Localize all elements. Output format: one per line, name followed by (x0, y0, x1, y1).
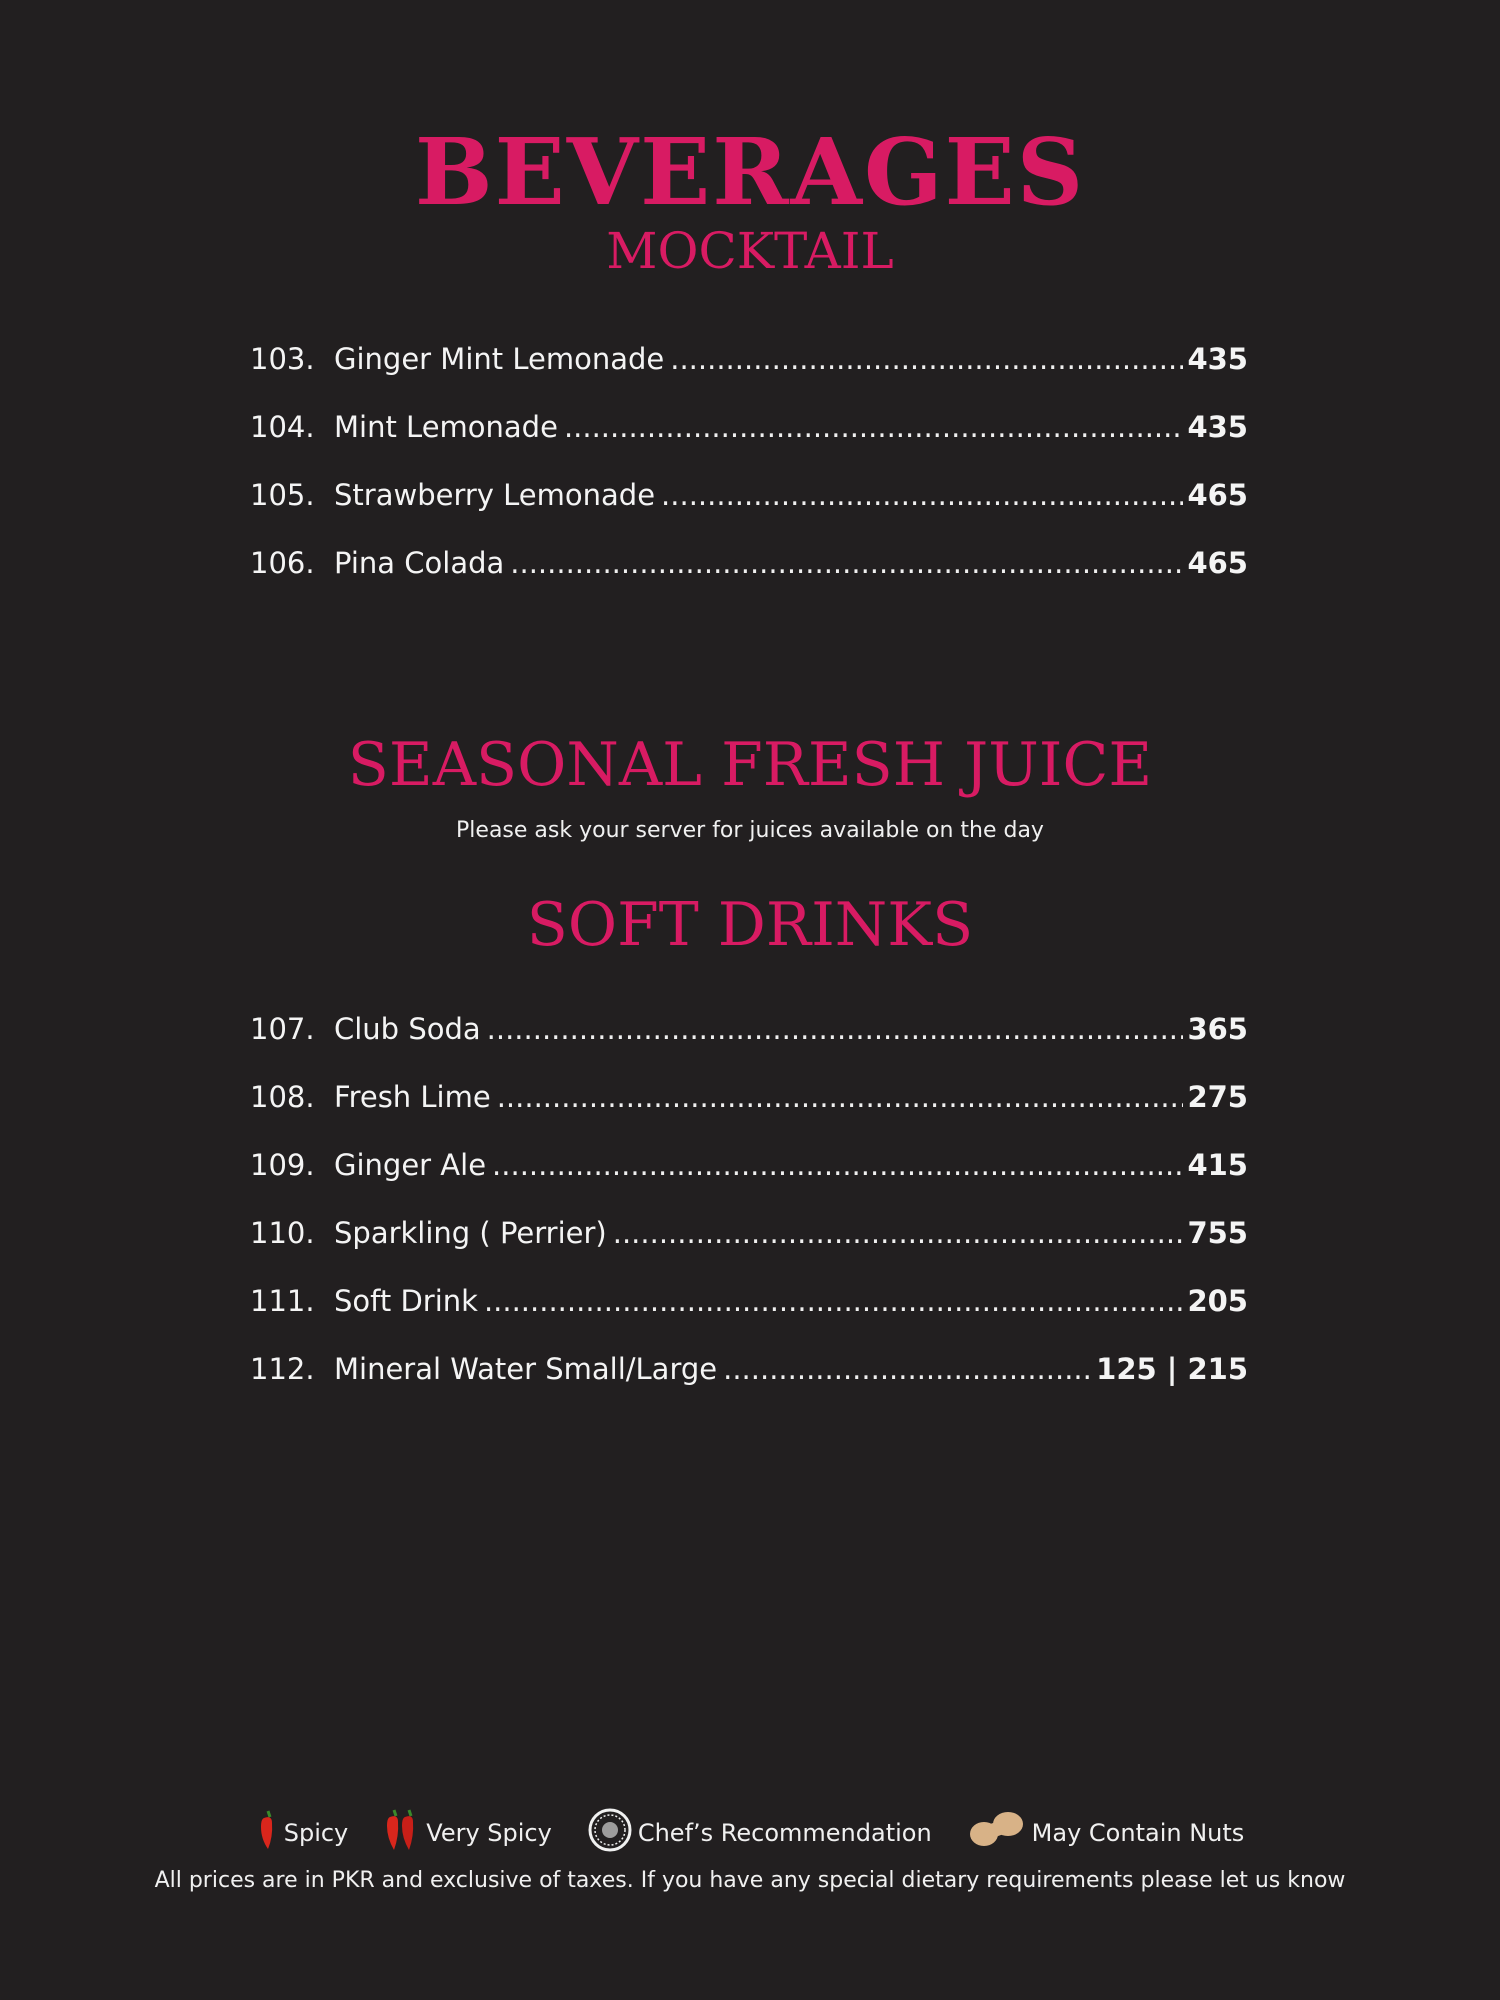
legend-spicy (256, 1809, 349, 1857)
chili-icon (256, 1809, 284, 1857)
soft-drinks-list (250, 1012, 1248, 1420)
mocktail-list (250, 342, 1248, 614)
legend (0, 1808, 1500, 1858)
item-name: Ginger Mint Lemonade (334, 342, 665, 376)
chef-badge-icon (588, 1808, 638, 1858)
menu-item (250, 342, 1248, 410)
item-name: Pina Colada (334, 546, 505, 580)
peanut-icon (968, 1808, 1032, 1858)
item-name: Club Soda (334, 1012, 481, 1046)
item-name: Fresh Lime (334, 1080, 491, 1114)
juice-note: Please ask your server for juices available on the day (456, 818, 1044, 843)
menu-item (250, 546, 1248, 614)
item-price: 435 (1187, 342, 1248, 376)
dot-leader (492, 1148, 1183, 1182)
item-name: Ginger Ale (334, 1148, 487, 1182)
item-number: 112. (250, 1352, 315, 1386)
menu-item (250, 1080, 1248, 1148)
item-price: 275 (1187, 1080, 1248, 1114)
item-price: 205 (1187, 1284, 1248, 1318)
item-number: 110. (250, 1216, 315, 1250)
legend-chef (588, 1808, 932, 1858)
dot-leader (497, 1080, 1184, 1114)
legend-very-spicy-label: Very Spicy (426, 1819, 552, 1847)
section-heading-juice: SEASONAL FRESH JUICE (347, 730, 1153, 800)
legend-very-spicy (384, 1808, 552, 1858)
menu-item (250, 1012, 1248, 1080)
legend-chef-label: Chef’s Recommendation (637, 1819, 932, 1847)
item-number: 103. (250, 342, 315, 376)
item-price: 435 (1187, 410, 1248, 444)
item-number: 109. (250, 1148, 315, 1182)
legend-spicy-label: Spicy (283, 1819, 349, 1847)
page-title: BEVERAGES (414, 118, 1086, 226)
item-name: Mineral Water Small/Large (334, 1352, 718, 1386)
dot-leader (661, 478, 1183, 512)
menu-item (250, 478, 1248, 546)
item-price: 365 (1187, 1012, 1248, 1046)
item-price: 125 | 215 (1096, 1352, 1248, 1386)
menu-item (250, 1352, 1248, 1420)
legend-nuts (968, 1808, 1245, 1858)
menu-item (250, 1216, 1248, 1284)
item-name: Sparkling ( Perrier) (334, 1216, 607, 1250)
dot-leader (613, 1216, 1184, 1250)
item-price: 465 (1187, 546, 1248, 580)
dot-leader (487, 1012, 1184, 1046)
item-number: 104. (250, 410, 315, 444)
section-heading-soft-drinks: SOFT DRINKS (526, 890, 974, 960)
footer-note: All prices are in PKR and exclusive of taxes. If you have any special dietary requirements please let us know (154, 1868, 1346, 1893)
legend-nuts-label: May Contain Nuts (1031, 1819, 1245, 1847)
dot-leader (670, 342, 1183, 376)
dot-leader (564, 410, 1184, 444)
item-name: Mint Lemonade (334, 410, 558, 444)
menu-item (250, 1148, 1248, 1216)
item-price: 415 (1187, 1148, 1248, 1182)
section-heading-mocktail: MOCKTAIL (606, 222, 894, 280)
item-number: 108. (250, 1080, 315, 1114)
dot-leader (484, 1284, 1184, 1318)
dot-leader (510, 546, 1183, 580)
item-number: 105. (250, 478, 315, 512)
menu-item (250, 1284, 1248, 1352)
item-number: 107. (250, 1012, 315, 1046)
item-number: 111. (250, 1284, 315, 1318)
item-price: 465 (1187, 478, 1248, 512)
item-name: Strawberry Lemonade (334, 478, 656, 512)
item-name: Soft Drink (334, 1284, 478, 1318)
item-price: 755 (1187, 1216, 1248, 1250)
menu-item (250, 410, 1248, 478)
double-chili-icon (384, 1808, 426, 1858)
dot-leader (723, 1352, 1092, 1386)
item-number: 106. (250, 546, 315, 580)
